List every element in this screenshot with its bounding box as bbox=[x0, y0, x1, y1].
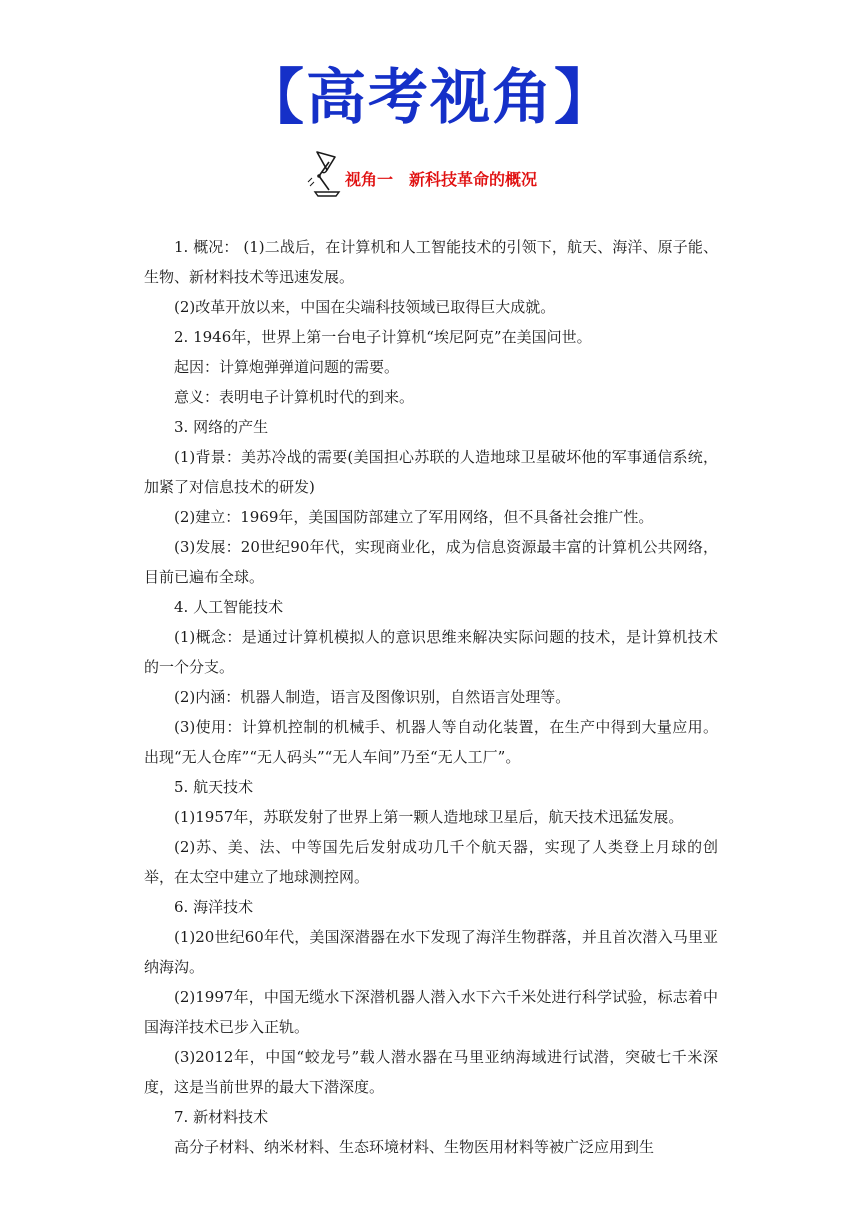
paragraph: 起因：计算炮弹弹道问题的需要。 bbox=[174, 358, 400, 376]
section-title: 视角一 新科技革命的概况 bbox=[345, 170, 538, 189]
paragraph: 3. 网络的产生 bbox=[174, 418, 269, 436]
paragraph: (3)发展：20世纪90年代，实现商业化，成为信息资源最丰富的计算机公共网络，目前已遍布全球。 bbox=[144, 538, 718, 586]
paragraph: (1)1957年，苏联发射了世界上第一颗人造地球卫星后，航天技术迅猛发展。 bbox=[174, 808, 684, 826]
paragraph: 4. 人工智能技术 bbox=[174, 598, 284, 616]
section-header bbox=[305, 148, 605, 198]
paragraph: (2)建立：1969年，美国国防部建立了军用网络，但不具备社会推广性。 bbox=[174, 508, 654, 526]
page-title: 【高考视角】 bbox=[244, 63, 616, 133]
paragraph: (2)1997年，中国无缆水下深潜机器人潜入水下六千米处进行科学试验，标志着中国海洋技术已步入正轨。 bbox=[144, 988, 718, 1036]
paragraph: (1)背景：美苏冷战的需要(美国担心苏联的人造地球卫星破坏他的军事通信系统，加紧了对信息技术的研发) bbox=[144, 448, 718, 496]
paragraph: (1)概念：是通过计算机模拟人的意识思维来解决实际问题的技术，是计算机技术的一个分支。 bbox=[144, 628, 718, 676]
desk-lamp-icon bbox=[305, 148, 345, 198]
paragraph: (2)改革开放以来，中国在尖端科技领域已取得巨大成就。 bbox=[174, 298, 556, 316]
paragraph: 2. 1946年，世界上第一台电子计算机“埃尼阿克”在美国问世。 bbox=[174, 328, 592, 346]
paragraph: (3)使用：计算机控制的机械手、机器人等自动化装置，在生产中得到大量应用。出现“无人仓库”“无人码头”“无人车间”乃至“无人工厂”。 bbox=[144, 718, 718, 766]
paragraph: (3)2012年，中国“蛟龙号”载人潜水器在马里亚纳海域进行试潜，突破七千米深度，这是当前世界的最大下潜深度。 bbox=[144, 1048, 718, 1096]
paragraph: 1. 概况： (1)二战后，在计算机和人工智能技术的引领下，航天、海洋、原子能、生物、新材料技术等迅速发展。 bbox=[144, 238, 718, 286]
paragraph: 高分子材料、纳米材料、生态环境材料、生物医用材料等被广泛应用到生 bbox=[174, 1138, 655, 1156]
paragraph: (2)苏、美、法、中等国先后发射成功几千个航天器，实现了人类登上月球的创举，在太空中建立了地球测控网。 bbox=[144, 838, 718, 886]
paragraph: 7. 新材料技术 bbox=[174, 1108, 269, 1126]
paragraph: (2)内涵：机器人制造，语言及图像识别，自然语言处理等。 bbox=[174, 688, 571, 706]
body-text bbox=[144, 232, 718, 1162]
paragraph: 意义：表明电子计算机时代的到来。 bbox=[174, 388, 415, 406]
paragraph: (1)20世纪60年代，美国深潜器在水下发现了海洋生物群落，并且首次潜入马里亚纳海沟。 bbox=[144, 928, 718, 976]
paragraph: 6. 海洋技术 bbox=[174, 898, 254, 916]
paragraph: 5. 航天技术 bbox=[174, 778, 254, 796]
